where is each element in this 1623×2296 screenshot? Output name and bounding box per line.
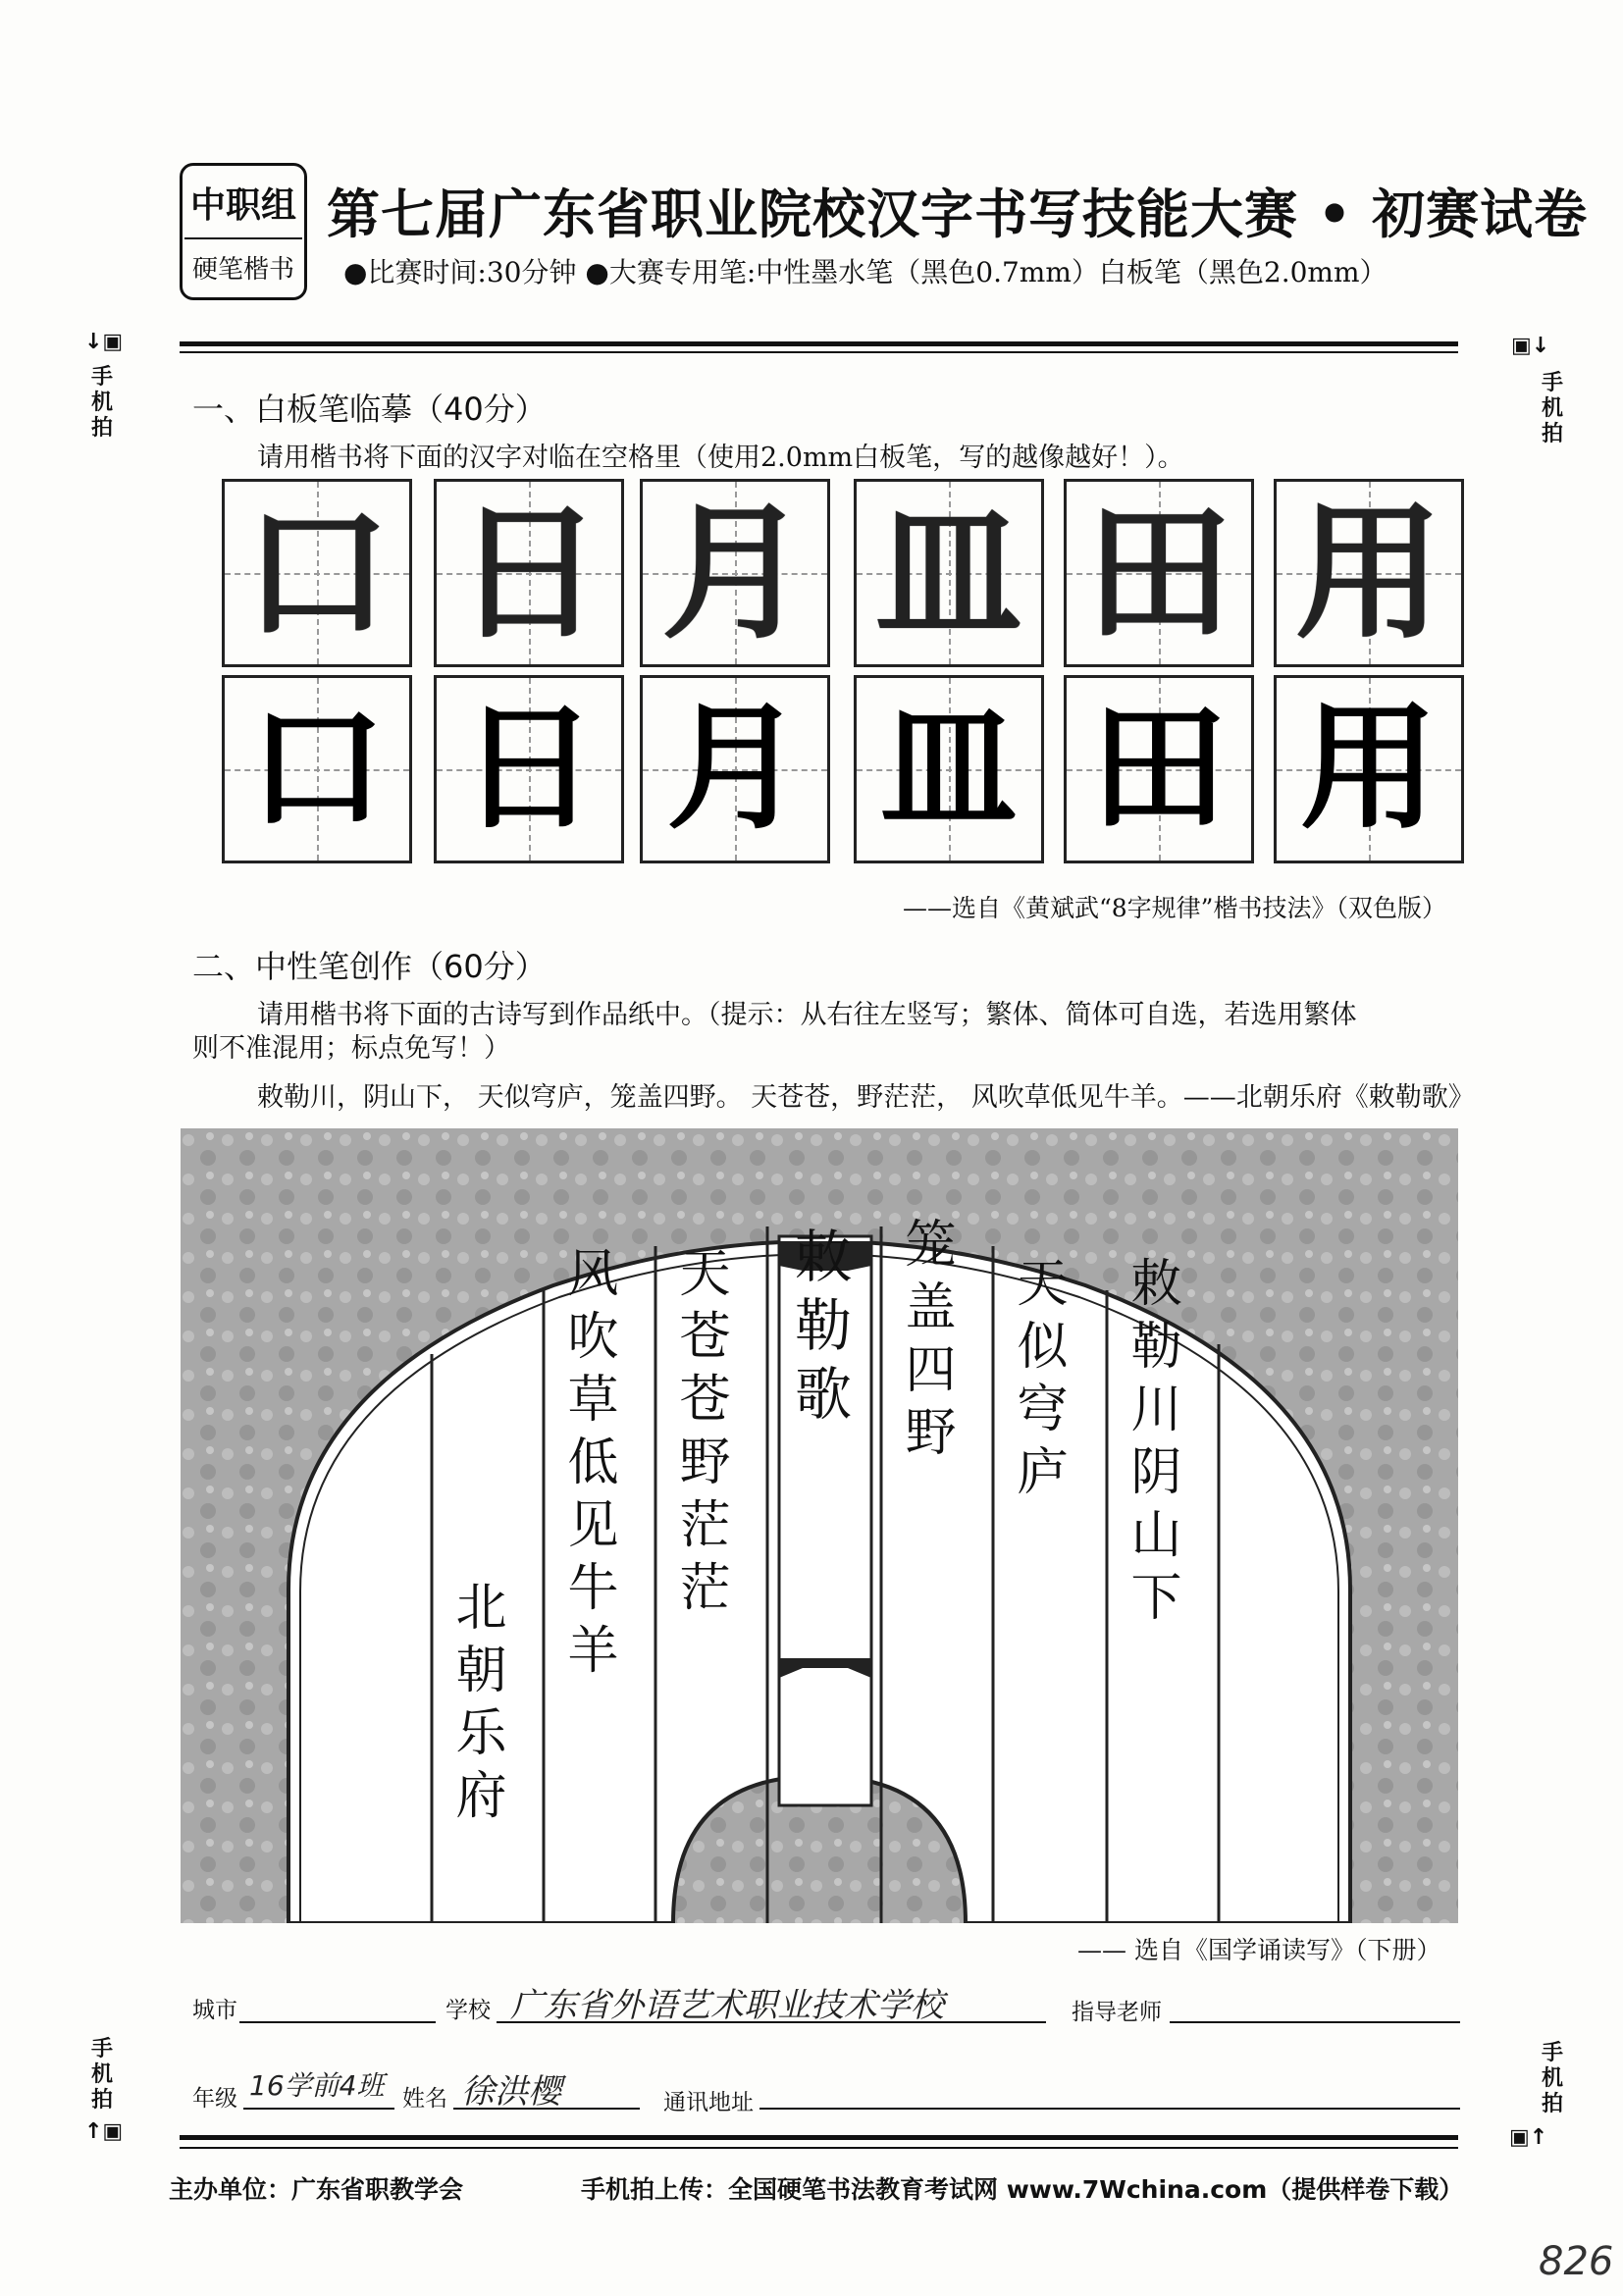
camera-down-icon: ↓▣: [84, 330, 124, 354]
written-char: 月: [665, 689, 804, 849]
section2-instruction-2: 则不准混用；标点免写！）: [192, 1033, 510, 1064]
group-badge: [180, 163, 307, 300]
address-label: 通讯地址: [663, 2090, 754, 2115]
bottom-rule-thin: [180, 2147, 1458, 2149]
model-cell: [222, 479, 412, 667]
model-char: 日: [454, 487, 602, 659]
teacher-label: 指导老师: [1072, 2000, 1162, 2025]
camera-down-icon: ▣↓: [1511, 334, 1550, 358]
section1-instruction: 请用楷书将下面的汉字对临在空格里（使用2.0mm白板笔，写的越像越好！）。: [257, 443, 1184, 473]
model-char: 皿: [874, 487, 1022, 659]
model-char: 用: [1294, 487, 1442, 659]
organizer-text: 主办单位：广东省职教学会: [169, 2175, 464, 2204]
side-label-top-left: 手机拍: [90, 365, 113, 441]
upload-text: 手机拍上传：全国硬笔书法教育考试网 www.7Wchina.com（提供样卷下载）: [581, 2175, 1464, 2204]
model-cell: [854, 479, 1044, 667]
section1-title: 一、白板笔临摹（40分）: [192, 391, 547, 428]
camera-up-icon: ↑▣: [84, 2119, 124, 2144]
top-rule-thin: [180, 351, 1458, 353]
model-cell: [1064, 479, 1254, 667]
side-label-top-right: 手机拍: [1541, 371, 1563, 446]
bottom-rule: [180, 2135, 1458, 2140]
artwork-column-3: 笼盖四野: [896, 1217, 955, 1468]
written-cell: [434, 675, 624, 863]
section2-title: 二、中性笔创作（60分）: [192, 948, 547, 985]
written-char: 用: [1299, 689, 1438, 849]
group-label: 中职组: [184, 178, 302, 239]
written-char: 口: [247, 689, 386, 849]
grade-label: 年级: [192, 2086, 237, 2112]
teacher-field[interactable]: [1170, 2021, 1460, 2023]
model-cell: [434, 479, 624, 667]
written-cell: [1274, 675, 1464, 863]
page-title: 第七届广东省职业院校汉字书写技能大赛 • 初赛试卷: [327, 183, 1589, 245]
written-cell: [854, 675, 1044, 863]
artwork-column-title: 敕勒歌: [785, 1226, 852, 1433]
school-value: 广东省外语艺术职业技术学校: [510, 1986, 944, 2025]
model-cell: [640, 479, 830, 667]
school-label: 学校: [445, 1998, 491, 2023]
artwork-column-2: 天似穹庐: [1008, 1256, 1067, 1507]
city-label: 城市: [192, 1998, 237, 2023]
artwork-column-5: 天苍苍野茫茫: [670, 1246, 729, 1623]
model-char: 月: [660, 487, 809, 659]
poem-text: 敕勒川，阴山下， 天似穹庐，笼盖四野。 天苍苍，野茫茫， 风吹草低见牛羊。——北朝乐府《敕勒歌》: [257, 1082, 1475, 1113]
top-rule: [180, 341, 1458, 346]
camera-up-icon: ▣↑: [1509, 2125, 1548, 2150]
model-char: 田: [1084, 487, 1232, 659]
written-char: 日: [459, 689, 598, 849]
category-label: 硬笔楷书: [191, 255, 294, 285]
written-cell: [222, 675, 412, 863]
model-cell: [1274, 479, 1464, 667]
written-cell: [640, 675, 830, 863]
section2-instruction-1: 请用楷书将下面的古诗写到作品纸中。（提示：从右往左竖写；繁体、简体可自选，若选用繁体: [257, 1000, 1357, 1030]
artwork-column-6: 风吹草低见牛羊: [558, 1246, 617, 1686]
written-char: 皿: [879, 689, 1018, 849]
side-label-bottom-left: 手机拍: [90, 2037, 113, 2113]
written-cell: [1064, 675, 1254, 863]
page-number: 826: [1539, 2239, 1614, 2284]
address-field[interactable]: [759, 2108, 1460, 2110]
grade-value: 16学前4班: [249, 2069, 385, 2102]
artwork-column-1: 敕勒川阴山下: [1122, 1256, 1180, 1633]
grade-field[interactable]: [243, 2108, 394, 2110]
side-label-bottom-right: 手机拍: [1541, 2041, 1563, 2116]
model-char: 口: [242, 487, 391, 659]
section1-source: ——选自《黄斌武“8字规律”楷书技法》（双色版）: [903, 894, 1446, 922]
name-value: 徐洪樱: [461, 2072, 561, 2112]
name-label: 姓名: [402, 2086, 447, 2112]
artwork-panel: [181, 1128, 1458, 1923]
city-field[interactable]: [239, 2021, 436, 2023]
written-char: 田: [1089, 689, 1228, 849]
page-subtitle: ●比赛时间:30分钟 ●大赛专用笔:中性墨水笔（黑色0.7mm）白板笔（黑色2.0mm）: [343, 256, 1387, 288]
section2-source: —— 选自《国学诵读写》（下册）: [1077, 1936, 1441, 1964]
artwork-column-signature: 北朝乐府: [446, 1580, 505, 1831]
